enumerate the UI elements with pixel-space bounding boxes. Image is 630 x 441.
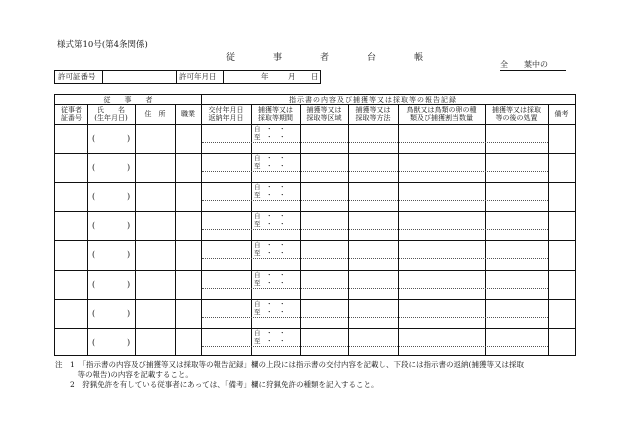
period-to-dots: ・ ・ (266, 278, 286, 287)
row-split-dotted-line (202, 142, 548, 143)
permit-year-label: 年 (261, 72, 269, 81)
table-row-line (55, 240, 575, 241)
period-from-dots: ・ ・ (266, 270, 286, 279)
period-from-dots: ・ ・ (266, 241, 286, 250)
note-line: 注 1 「指示書の内容及び捕獲等又は採取等の報告記録」欄の上段には指示書の交付内容を記載し、下段には指示書の返納(捕獲等又は採取 (55, 360, 524, 369)
period-to-dots: ・ ・ (266, 162, 286, 171)
header-period: 捕獲等又は 採取等期間 (258, 106, 293, 122)
header-issue-date: 交付年月日 返納年月日 (208, 106, 244, 122)
notes-section (55, 360, 575, 390)
register-title (226, 50, 425, 63)
header-disposal: 捕獲等又は採取 等の後の処置 (492, 106, 541, 122)
permit-number-field[interactable] (103, 71, 175, 83)
form-number: 様式第10号(第4条関係) (57, 40, 148, 50)
row-split-dotted-line (202, 200, 548, 201)
period-to-label: 至 (254, 249, 261, 258)
header-remarks: 備考 (554, 110, 569, 118)
row-split-dotted-line (202, 346, 548, 347)
table-column-line (548, 104, 549, 355)
row-split-dotted-line (202, 258, 548, 259)
period-to-dots: ・ ・ (266, 191, 286, 200)
header-cert-no: 従事者 証番号 (61, 106, 82, 122)
header-method: 捕獲等又は 採取等方法 (355, 106, 391, 122)
header-name: 氏 名 (生年月日) (94, 106, 128, 122)
period-to-label: 至 (254, 191, 261, 200)
title-char: 事 (273, 53, 285, 63)
period-from-dots: ・ ・ (266, 328, 286, 337)
birthdate-paren-close: ) (127, 192, 131, 202)
period-from-label: 自 (254, 183, 261, 192)
period-to-label: 至 (254, 162, 261, 171)
birthdate-paren-close: ) (127, 308, 131, 318)
birthdate-paren-open: ( (92, 337, 96, 347)
birthdate-paren-open: ( (92, 192, 96, 202)
header-address: 住 所 (144, 110, 166, 118)
title-char: 者 (320, 53, 332, 63)
period-from-dots: ・ ・ (266, 154, 286, 163)
period-from-label: 自 (254, 154, 261, 163)
permit-date-label: 許可年月日 (179, 72, 217, 81)
period-from-dots: ・ ・ (266, 183, 286, 192)
table-row-line (55, 270, 575, 271)
birthdate-paren-close: ) (127, 250, 131, 260)
table-row-line (55, 328, 575, 329)
period-from-label: 自 (254, 270, 261, 279)
table-column-line (175, 104, 176, 355)
period-from-label: 自 (254, 212, 261, 221)
birthdate-paren-open: ( (92, 163, 96, 173)
table-column-line (135, 104, 136, 355)
period-to-dots: ・ ・ (266, 133, 286, 141)
period-from-dots: ・ ・ (266, 125, 286, 133)
birthdate-paren-close: ) (127, 337, 131, 347)
period-from-label: 自 (254, 328, 261, 337)
period-to-label: 至 (254, 278, 261, 287)
period-to-dots: ・ ・ (266, 220, 286, 229)
period-to-label: 至 (254, 336, 261, 345)
birthdate-paren-open: ( (92, 221, 96, 231)
birthdate-paren-open: ( (92, 134, 96, 143)
period-to-dots: ・ ・ (266, 249, 286, 258)
title-char: 台 (367, 53, 379, 63)
period-from-label: 自 (254, 241, 261, 250)
permit-bar (54, 70, 321, 84)
title-char: 従 (226, 53, 238, 63)
period-from-label: 自 (254, 299, 261, 308)
period-to-dots: ・ ・ (266, 307, 286, 316)
header-report-group: 指示書の内容及び捕獲等又は採取等の報告記録 (289, 96, 457, 104)
row-split-dotted-line (202, 288, 548, 289)
birthdate-paren-close: ) (127, 134, 131, 143)
period-to-label: 至 (254, 220, 261, 229)
note-line: 等の報告)の内容を記載すること。 (55, 370, 193, 379)
birthdate-paren-open: ( (92, 308, 96, 318)
page-counter-note (500, 59, 566, 71)
permit-month-label: 月 (288, 72, 296, 81)
period-to-dots: ・ ・ (266, 336, 286, 345)
row-split-dotted-line (202, 317, 548, 318)
header-worker-group: 従 事 者 (103, 96, 153, 104)
title-char: 帳 (414, 53, 426, 63)
header-area: 捕獲等又は 採取等区域 (306, 106, 342, 122)
permit-day-label: 日 (311, 72, 319, 81)
header-species: 鳥獣又は鳥類の卵の種 類及び捕獲割当数量 (406, 106, 477, 122)
period-to-label: 至 (254, 133, 261, 141)
period-from-dots: ・ ・ (266, 299, 286, 308)
permit-number-label: 許可証番号 (58, 72, 96, 81)
page-counter-text: 全 葉中の (500, 59, 566, 71)
birthdate-paren-close: ) (127, 221, 131, 231)
row-split-dotted-line (202, 171, 548, 172)
birthdate-paren-open: ( (92, 250, 96, 260)
table-row-line (55, 182, 575, 183)
period-from-label: 自 (254, 125, 261, 133)
period-from-dots: ・ ・ (266, 212, 286, 221)
birthdate-paren-open: ( (92, 279, 96, 289)
row-split-dotted-line (202, 229, 548, 230)
period-to-label: 至 (254, 307, 261, 316)
note-line: 2 狩猟免許を有している従事者にあっては、「備考」欄に狩猟免許の種類を記入すること。 (55, 380, 379, 389)
table-row-line (55, 299, 575, 300)
birthdate-paren-close: ) (127, 163, 131, 173)
table-column-line (87, 104, 88, 355)
header-job: 職業 (181, 110, 195, 118)
table-row-line (55, 211, 575, 212)
worker-register-table (54, 94, 576, 356)
birthdate-paren-close: ) (127, 279, 131, 289)
table-row-line (55, 153, 575, 154)
